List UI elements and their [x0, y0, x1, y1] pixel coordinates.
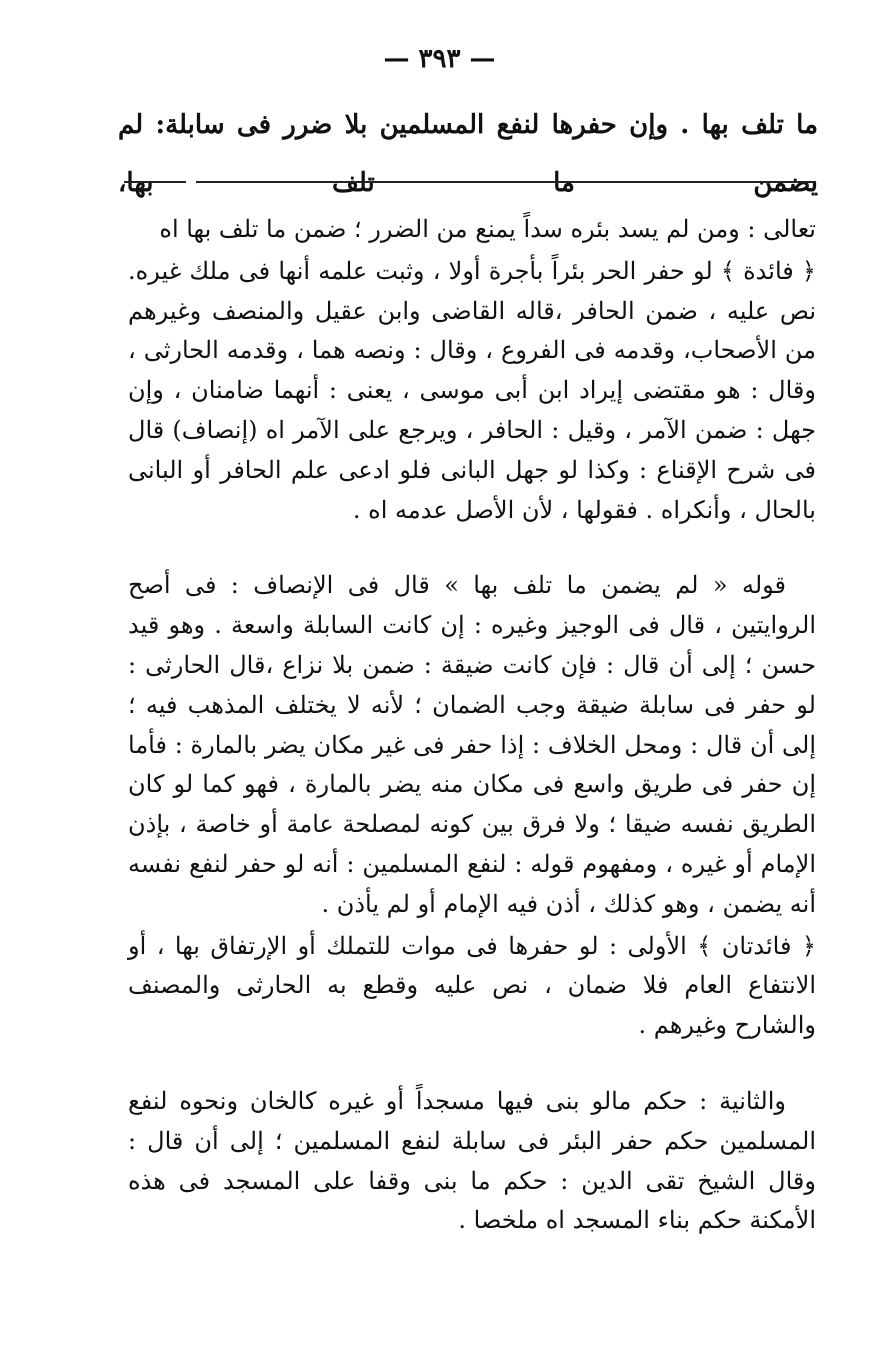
commentary-paragraph: ﴿ فائدة ﴾ لو حفر الحر بئراً بأجرة أولا ، وثبت علمه أنها فى ملك غيره. نص عليه ، ضمن الحافر ،قاله القاضى وابن عقيل والمنصف وغيرهم من الأصحاب، وقدمه فى الفروع ، وقال : ونصه هما ، وقدمه الحارثى ، وقال : هو مقتضى إيراد ابن أبى موسى ، يعنى : أنهما ضامنان ، وإن جهل : ضمن الآمر ، وقيل : الحافر ، ويرجع على الآمر اه (إنصاف) قال فى شرح الإقناع : وكذا لو جهل البانى فلو ادعى علم الحافر أو البانى بالحال ، وأنكراه . فقولها ، لأن الأصل عدمه اه . — [128, 256, 816, 524]
page-number: — ٣٩٣ — — [383, 44, 496, 74]
commentary-paragraph: تعالى : ومن لم يسد بئره سداً يمنع من الضرر ؛ ضمن ما تلف بها اه — [159, 215, 816, 243]
commentary-paragraph: قوله « لم يضمن ما تلف بها » قال فى الإنصاف : فى أصح الروايتين ، قال فى الوجيز وغيره : إن كانت السابلة واسعة . وهو قيد حسن ؛ إلى أن قال : فإن كانت ضيقة : ضمن بلا نزاع ،قال الحارثى : لو حفر فى سابلة ضيقة وجب الضمان ؛ لأنه لا يختلف المذهب فيه ؛ إلى أن قال : ومحل الخلاف : إذا حفر فى غير مكان يضر بالمارة : فأما إن حفر فى طريق واسع فى مكان منه يضر بالمارة ، فهو كما لو كان الطريق نفسه ضيقا ؛ ولا فرق بين كونه لمصلحة عامة أو خاصة ، بإذن الإمام أو غيره ، ومفهوم قوله : لنفع المسلمين : أنه لو حفر لنفع نفسه أنه يضمن ، وهو كذلك ، أذن فيه الإمام أو لم يأذن . — [128, 571, 817, 918]
commentary-paragraph: ﴿ فائدتان ﴾ الأولى : لو حفرها فى موات للتملك أو الإرتفاق بها ، أو الانتفاع العام فلا ضمان ، نص عليه وقطع به الحارثى والمصنف والشارح وغيرهم . — [128, 931, 816, 1040]
commentary-paragraph: والثانية : حكم مالو بنى فيها مسجداً أو غيره كالخان ونحوه لنفع المسلمين حكم حفر البئر فى سابلة لنفع المسلمين ؛ إلى أن قال : وقال الشيخ تقى الدين : حكم ما بنى وقفا على المسجد فى هذه الأمكنة حكم بناء المسجد اه ملخصا . — [128, 1086, 816, 1235]
commentary-body — [128, 210, 816, 1241]
separator-rule-short — [124, 181, 186, 183]
matn-text: ما تلف بها . وإن حفرها لنفع المسلمين بلا ضرر فى سابلة: لم يضمن ما تلف بها، — [118, 110, 818, 198]
separator-rule-long — [196, 181, 816, 183]
